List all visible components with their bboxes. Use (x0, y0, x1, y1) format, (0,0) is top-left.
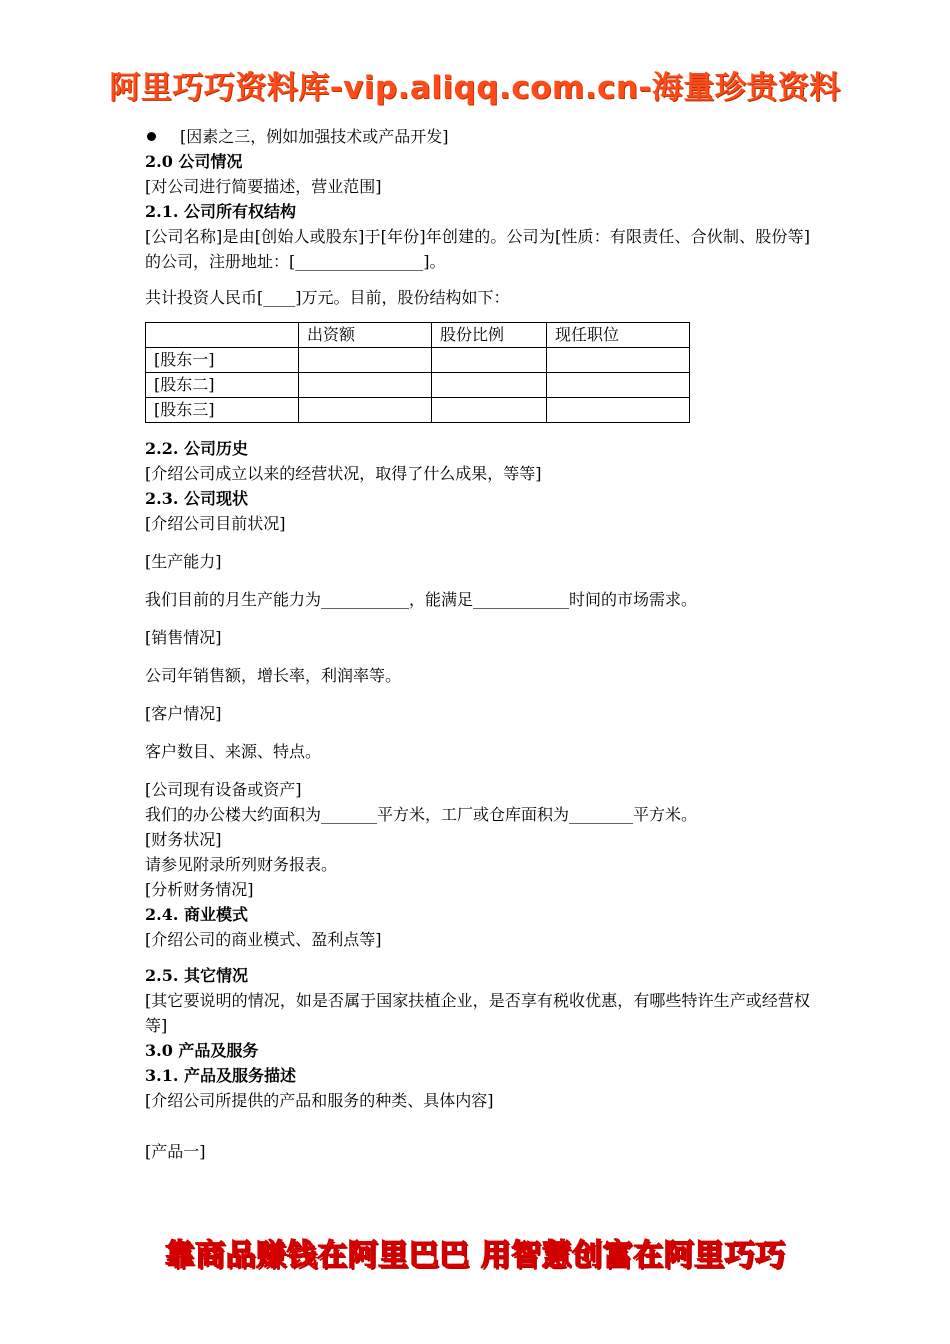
table-cell (547, 348, 690, 373)
capacity-label: [生产能力] (145, 552, 222, 571)
ownership-paragraph: [公司名称]是由[创始人或股东]于[年份]年创建的。公司为[性质：有限责任、合伙制、股份等]的公司，注册地址：[________________]。 (145, 227, 810, 271)
section-2-0-heading: 2.0 公司情况 (145, 152, 243, 171)
table-header-cell: 出资额 (299, 323, 432, 348)
section-2-4-description: [介绍公司的商业模式、盈利点等] (145, 930, 382, 949)
document-body (145, 124, 810, 1164)
customer-label: [客户情况] (145, 704, 222, 723)
table-header-row (146, 323, 690, 348)
assets-text: 我们的办公楼大约面积为_______平方米，工厂或仓库面积为________平方米。 (145, 805, 698, 824)
sales-text: 公司年销售额，增长率，利润率等。 (145, 666, 402, 685)
section-3-0-heading: 3.0 产品及服务 (145, 1041, 259, 1060)
table-cell: [股东三] (146, 398, 299, 423)
bullet-item (145, 124, 810, 149)
table-row (146, 348, 690, 373)
table-header-cell: 现任职位 (547, 323, 690, 348)
table-cell (299, 348, 432, 373)
table-header-cell: 股份比例 (432, 323, 547, 348)
section-2-5-heading: 2.5. 其它情况 (145, 966, 248, 985)
assets-label: [公司现有设备或资产] (145, 780, 302, 799)
finance-text: 请参见附录所列财务报表。 (145, 855, 338, 874)
customer-text: 客户数目、来源、特点。 (145, 742, 322, 761)
section-3-1-heading: 3.1. 产品及服务描述 (145, 1066, 296, 1085)
table-row (146, 373, 690, 398)
table-cell: [股东一] (146, 348, 299, 373)
section-2-2-description: [介绍公司成立以来的经营状况，取得了什么成果，等等] (145, 464, 542, 483)
table-cell (432, 348, 547, 373)
section-2-4-heading: 2.4. 商业模式 (145, 905, 248, 924)
footer-banner: 靠商品赚钱在阿里巴巴 用智慧创富在阿里巧巧 (164, 1238, 786, 1273)
section-3-1-description: [介绍公司所提供的产品和服务的种类、具体内容] (145, 1091, 494, 1110)
section-2-2-heading: 2.2. 公司历史 (145, 439, 248, 458)
table-cell (299, 373, 432, 398)
bullet-dot-icon (147, 132, 156, 141)
capacity-text: 我们目前的月生产能力为___________，能满足____________时间的市场需求。 (145, 590, 698, 609)
sales-label: [销售情况] (145, 628, 222, 647)
product-one-label: [产品一] (145, 1142, 206, 1161)
table-cell (547, 398, 690, 423)
table-row (146, 398, 690, 423)
bullet-text: [因素之三，例如加强技术或产品开发] (180, 127, 449, 146)
section-2-0-description: [对公司进行简要描述，营业范围] (145, 177, 382, 196)
table-cell (432, 398, 547, 423)
finance-label: [财务状况] (145, 830, 222, 849)
finance-analysis: [分析财务情况] (145, 880, 254, 899)
header-banner: 阿里巧巧资料库-vip.aliqq.com.cn-海量珍贵资料 (109, 70, 841, 106)
section-2-3-heading: 2.3. 公司现状 (145, 489, 248, 508)
table-header-cell (146, 323, 299, 348)
table-cell (432, 373, 547, 398)
table-cell (299, 398, 432, 423)
section-2-5-description: [其它要说明的情况，如是否属于国家扶植企业，是否享有税收优惠，有哪些特许生产或经营权等] (145, 991, 810, 1035)
section-2-3-description: [介绍公司目前状况] (145, 514, 286, 533)
table-cell: [股东二] (146, 373, 299, 398)
investment-text: 共计投资人民币[____]万元。目前，股份结构如下： (145, 288, 510, 307)
shareholder-table (145, 322, 690, 423)
section-2-1-heading: 2.1. 公司所有权结构 (145, 202, 296, 221)
table-cell (547, 373, 690, 398)
